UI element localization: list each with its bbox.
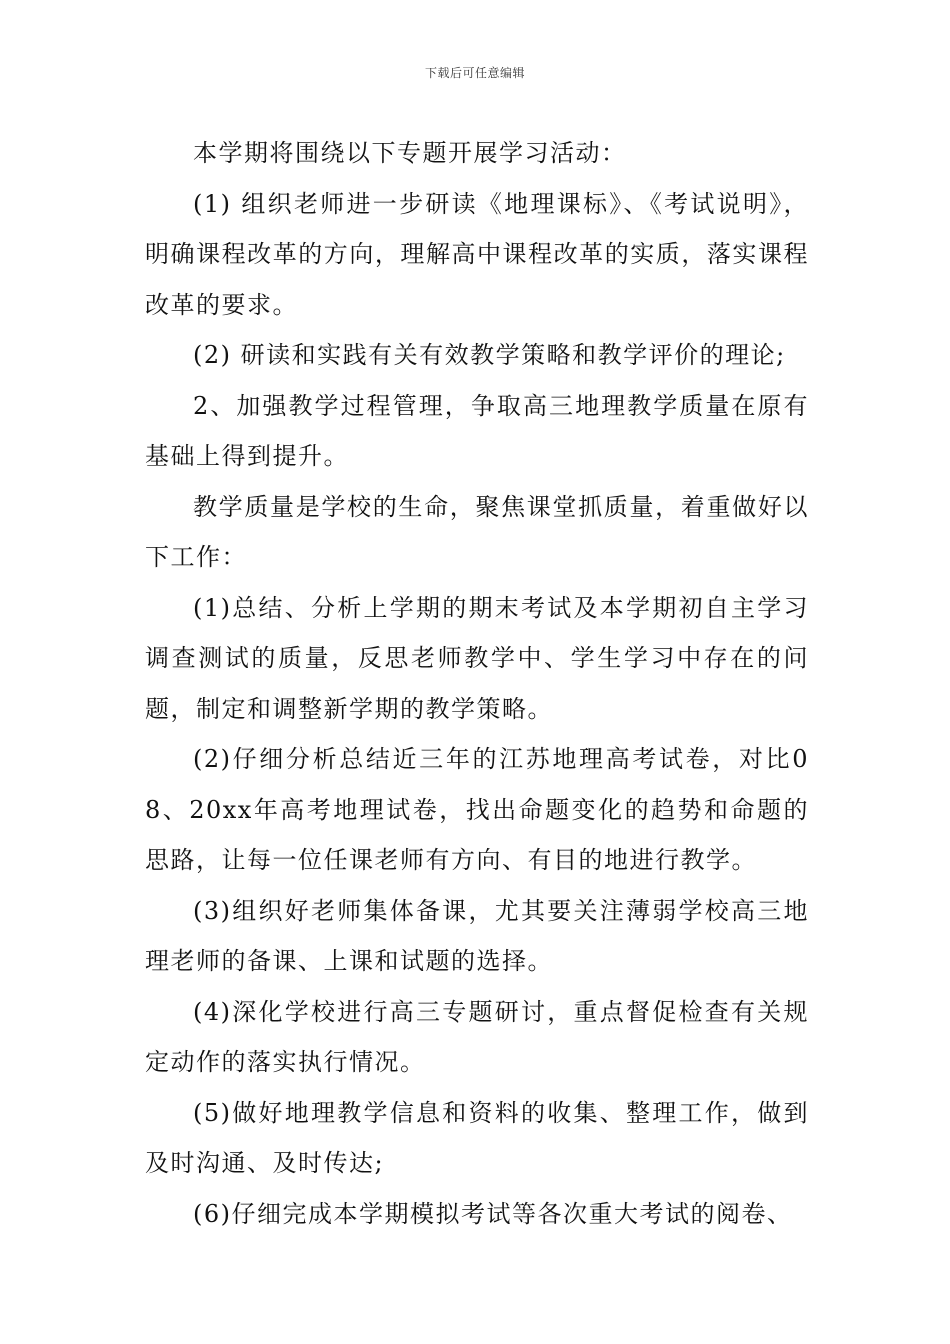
paragraph-item-1: (1) 组织老师进一步研读《地理课标》、《考试说明》，明确课程改革的方向，理解高中课程改革的实质，落实课程改革的要求。 — [145, 189, 809, 319]
paragraph-task-5: (5)做好地理教学信息和资料的收集、整理工作，做到及时沟通、及时传达; — [145, 1098, 809, 1177]
paragraph-task-6: (6)仔细完成本学期模拟考试等各次重大考试的阅卷、 — [193, 1199, 793, 1228]
paragraph-section-2: 2、加强教学过程管理，争取高三地理教学质量在原有基础上得到提升。 — [145, 391, 809, 470]
paragraph-task-3: (3)组织好老师集体备课，尤其要关注薄弱学校高三地理老师的备课、上课和试题的选择。 — [145, 896, 809, 975]
paragraph-intro: 本学期将围绕以下专题开展学习活动： — [193, 139, 627, 167]
paragraph-item-2: (2) 研读和实践有关有效教学策略和教学评价的理论; — [193, 341, 786, 369]
page-header: 下载后可任意编辑 — [424, 66, 525, 80]
paragraph-quality: 教学质量是学校的生命，聚焦课堂抓质量，着重做好以下工作： — [145, 492, 809, 571]
paragraph-task-1: (1)总结、分析上学期的期末考试及本学期初自主学习调查测试的质量，反思老师教学中、学生学习中存在的问题，制定和调整新学期的教学策略。 — [145, 593, 809, 723]
paragraph-task-2: (2)仔细分析总结近三年的江苏地理高考试卷，对比08、20xx年高考地理试卷，找出命题变化的趋势和命题的思路，让每一位任课老师有方向、有目的地进行教学。 — [145, 745, 809, 874]
document-body — [145, 128, 809, 1239]
paragraph-task-4: (4)深化学校进行高三专题研讨，重点督促检查有关规定动作的落实执行情况。 — [145, 997, 809, 1076]
